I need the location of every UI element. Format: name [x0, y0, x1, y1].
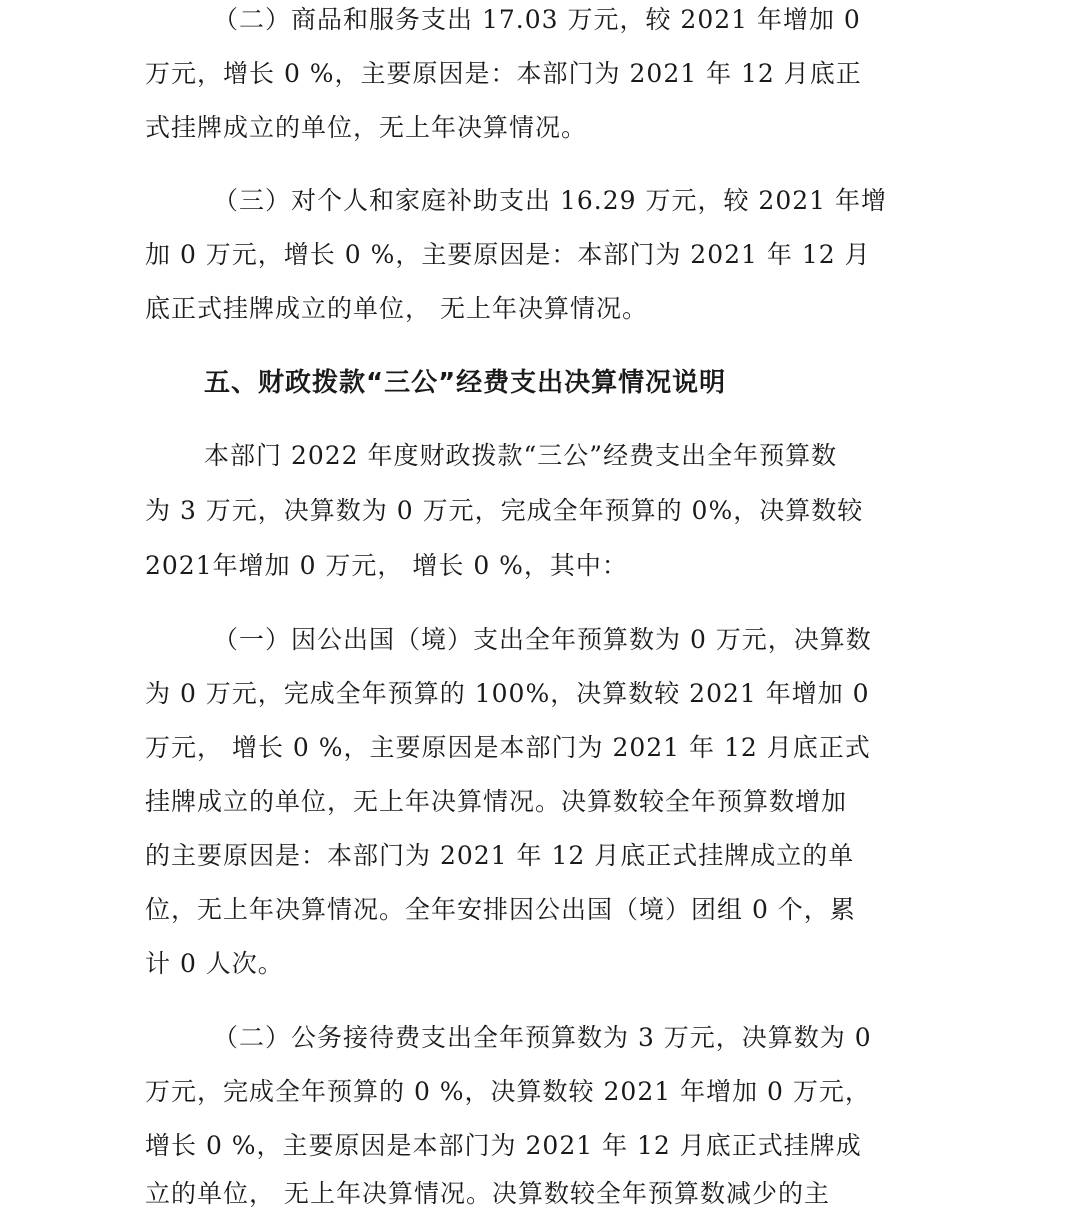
paragraph-overseas-line-7: 计 0 人次。 — [145, 949, 284, 978]
section-heading-three-public: 五、财政拨款“三公”经费支出决算情况说明 — [204, 368, 727, 398]
paragraph-overseas-line-1: （一）因公出国（境）支出全年预算数为 0 万元，决算数 — [213, 625, 872, 654]
paragraph-overseas-line-6: 位，无上年决算情况。全年安排因公出国（境）团组 0 个，累 — [145, 895, 856, 924]
paragraph-subsidies-line-1: （三）对个人和家庭补助支出 16.29 万元，较 2021 年增 — [213, 186, 887, 215]
paragraph-subsidies-line-2: 加 0 万元，增长 0 %，主要原因是：本部门为 2021 年 12 月 — [145, 240, 871, 269]
paragraph-subsidies-line-3: 底正式挂牌成立的单位， 无上年决算情况。 — [145, 294, 648, 323]
paragraph-goods-services-line-1: （二）商品和服务支出 17.03 万元，较 2021 年增加 0 — [213, 5, 861, 34]
paragraph-overseas-line-5: 的主要原因是：本部门为 2021 年 12 月底正式挂牌成立的单 — [145, 841, 855, 870]
paragraph-overseas-line-2: 为 0 万元，完成全年预算的 100%，决算数较 2021 年增加 0 — [145, 679, 870, 708]
paragraph-goods-services-line-2: 万元，增长 0 %，主要原因是：本部门为 2021 年 12 月底正 — [145, 59, 862, 88]
paragraph-reception-line-2: 万元，完成全年预算的 0 %，决算数较 2021 年增加 0 万元， — [145, 1077, 871, 1106]
paragraph-overview-line-2: 为 3 万元，决算数为 0 万元，完成全年预算的 0%，决算数较 — [145, 496, 864, 525]
paragraph-goods-services-line-3: 式挂牌成立的单位，无上年决算情况。 — [145, 113, 588, 142]
paragraph-overseas-line-3: 万元， 增长 0 %，主要原因是本部门为 2021 年 12 月底正式 — [145, 733, 871, 762]
paragraph-reception-line-1: （二）公务接待费支出全年预算数为 3 万元，决算数为 0 — [213, 1023, 872, 1052]
paragraph-reception-line-3: 增长 0 %，主要原因是本部门为 2021 年 12 月底正式挂牌成 — [145, 1131, 862, 1160]
paragraph-overview-line-1: 本部门 2022 年度财政拨款“三公”经费支出全年预算数 — [204, 441, 838, 470]
paragraph-overseas-line-4: 挂牌成立的单位，无上年决算情况。决算数较全年预算数增加 — [145, 787, 848, 816]
paragraph-reception-line-4: 立的单位， 无上年决算情况。决算数较全年预算数减少的主 — [145, 1179, 830, 1208]
paragraph-overview-line-3: 2021年增加 0 万元， 增长 0 %，其中： — [145, 551, 628, 580]
